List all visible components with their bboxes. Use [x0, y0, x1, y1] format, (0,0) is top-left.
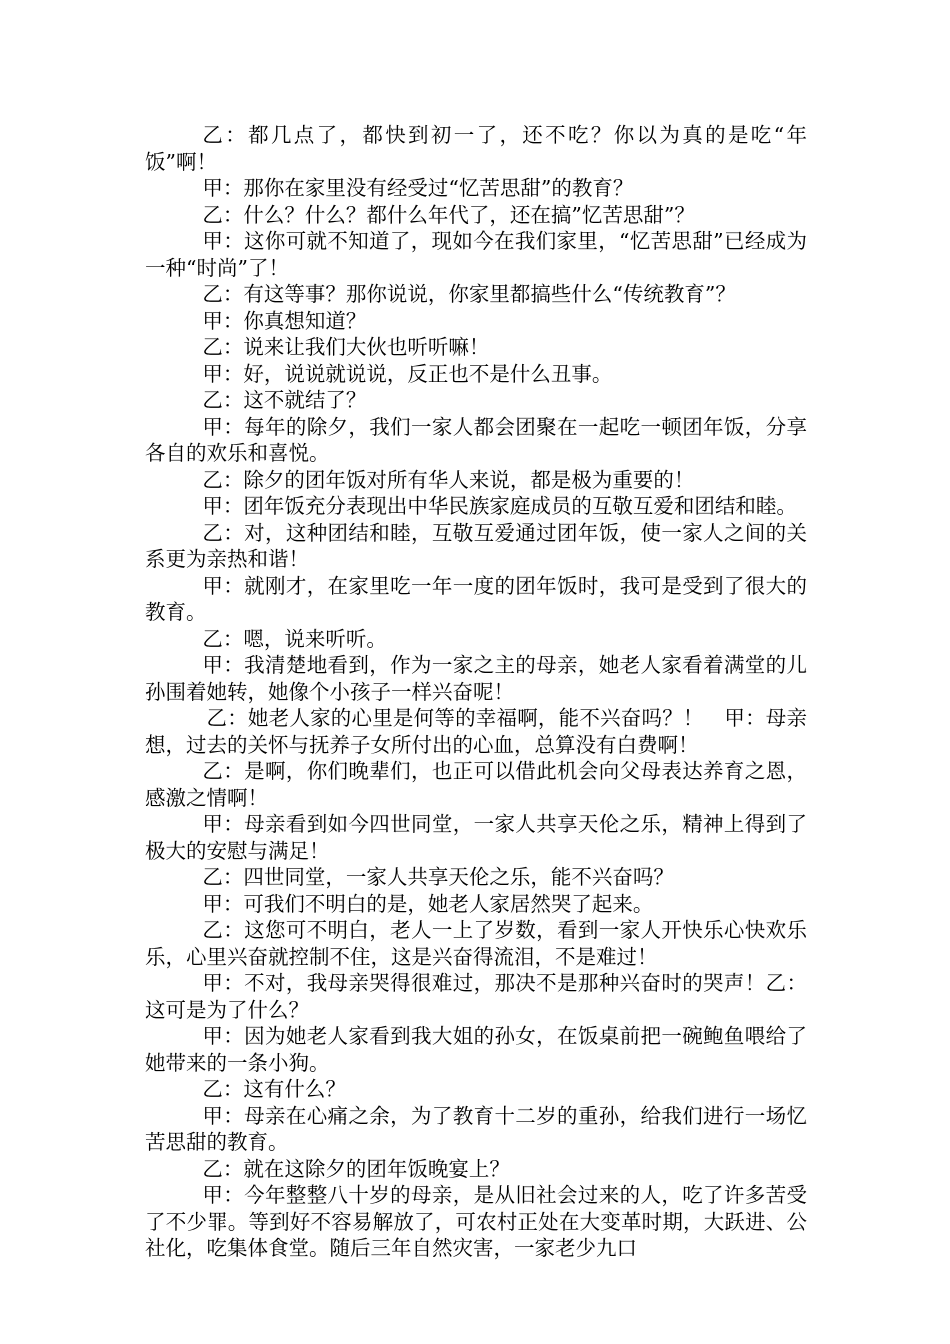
dialogue-line: 乙：这有什么？: [202, 1077, 346, 1101]
dialogue-line: 甲：不对，我母亲哭得很难过，那决不是那种兴奋时的哭声！乙：这可是为了什么？: [145, 971, 807, 1022]
dialogue-line: 甲：母亲看到如今四世同堂，一家人共享天伦之乐，精神上得到了极大的安慰与满足！: [145, 812, 807, 863]
dialogue-line: 甲：母亲在心痛之余，为了教育十二岁的重孙，给我们进行一场忆苦思甜的教育。: [145, 1103, 807, 1154]
dialogue-line: 甲：每年的除夕，我们一家人都会团聚在一起吃一顿团年饭，分享各自的欢乐和喜悦。: [145, 414, 807, 465]
dialogue-line: 甲：团年饭充分表现出中华民族家庭成员的互敬互爱和团结和睦。: [202, 494, 797, 518]
dialogue-line: 甲：这你可就不知道了，现如今在我们家里，“忆苦思甜”已经成为一种“时尚”了！: [145, 229, 807, 280]
dialogue-line: 乙：是啊，你们晚辈们，也正可以借此机会向父母表达养育之恩，感激之情啊！: [145, 759, 807, 810]
dialogue-line: 乙：这您可不明白，老人一上了岁数，看到一家人开快乐心快欢乐乐，心里兴奋就控制不住，这是兴奋得流泪，不是难过！: [145, 918, 807, 969]
dialogue-line: 乙：除夕的团年饭对所有华人来说，都是极为重要的！: [202, 467, 695, 492]
dialogue-line: 甲：今年整整八十岁的母亲，是从旧社会过来的人，吃了许多苦受了不少罪。等到好不容易解放了，可农村正处在大变革时期，大跃进、公社化，吃集体食堂。随后三年自然灾害，一家老少九口: [145, 1183, 807, 1260]
dialogue-line: 甲：我清楚地看到，作为一家之主的母亲，她老人家看着满堂的儿孙围着她转，她像个小孩子一样兴奋呢！: [145, 653, 807, 704]
document-body: [145, 122, 807, 1262]
dialogue-line: 甲：好，说说就说说，反正也不是什么丑事。: [202, 361, 613, 386]
dialogue-line: 乙：有这等事？那你说说，你家里都搞些什么“传统教育”？: [202, 282, 736, 306]
dialogue-line: 乙：嗯，说来听听。: [202, 626, 387, 651]
dialogue-line: 乙：什么？什么？都什么年代了，还在搞”忆苦思甜”？: [202, 202, 695, 227]
dialogue-line: 甲：因为她老人家看到我大姐的孙女，在饭桌前把一碗鲍鱼喂给了她带来的一条小狗。: [145, 1024, 807, 1075]
dialogue-line: 乙：这不就结了？: [202, 388, 367, 412]
dialogue-line: 乙：对，这种团结和睦，互敬互爱通过团年饭，使一家人之间的关系更为亲热和谐！: [145, 520, 807, 571]
dialogue-line: 乙：都几点了，都快到初一了，还不吃？你以为真的是吃“年饭”啊！: [145, 123, 807, 174]
dialogue-line: 乙：四世同堂，一家人共享天伦之乐，能不兴奋吗？: [202, 865, 674, 889]
dialogue-line: 乙：就在这除夕的团年饭晚宴上？: [202, 1156, 510, 1181]
dialogue-line: 甲：可我们不明白的是，她老人家居然哭了起来。: [202, 891, 654, 916]
dialogue-line: 甲：就刚才，在家里吃一年一度的团年饭时，我可是受到了很大的教育。: [145, 573, 807, 624]
dialogue-line: 乙：说来让我们大伙也听听嘛！: [202, 335, 490, 359]
dialogue-line: 甲：那你在家里没有经受过“忆苦思甜”的教育？: [202, 176, 634, 200]
dialogue-line: 甲：你真想知道？: [202, 308, 367, 333]
dialogue-line: 乙：她老人家的心里是何等的幸福啊，能不兴奋吗？！ 甲：母亲想，过去的关怀与抚养子女所付出的心血，总算没有白费啊！: [145, 706, 807, 757]
